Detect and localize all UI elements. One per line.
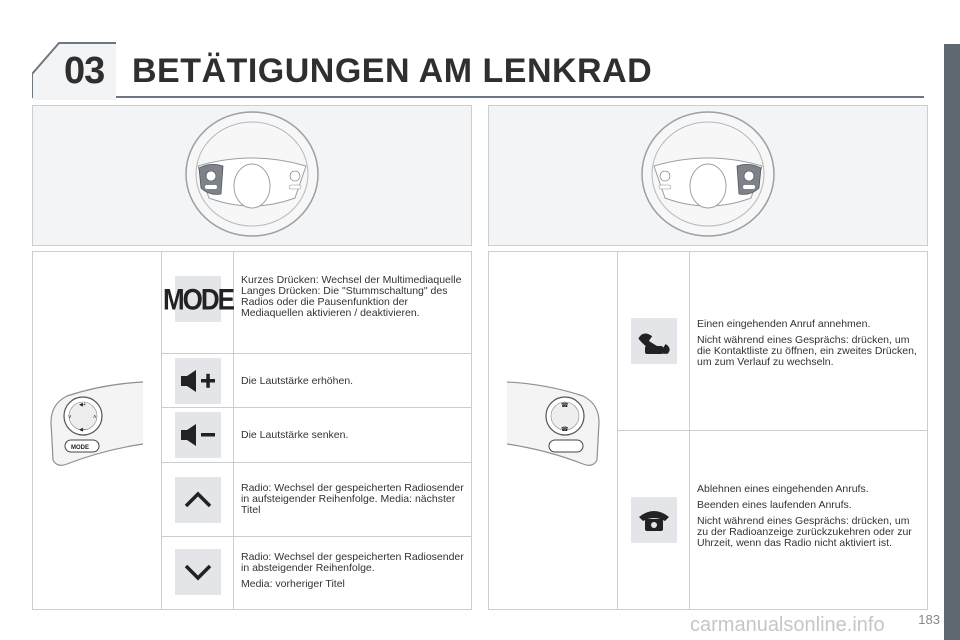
row-divider (617, 430, 927, 431)
svg-text:◀+: ◀+ (79, 402, 86, 408)
svg-text:☎: ☎ (561, 426, 569, 433)
volume-up-icon (175, 358, 221, 404)
mode-icon-label: MODE (163, 281, 233, 316)
row-divider (161, 462, 471, 463)
side-bar (944, 44, 960, 640)
column-divider (161, 252, 162, 609)
volume-up-description: Die Lautstärke erhöhen. (241, 375, 354, 387)
page-title: BETÄTIGUNGEN AM LENKRAD (132, 52, 653, 90)
chevron-down-icon (175, 549, 221, 595)
header-rule (34, 96, 924, 98)
steering-wheel-right-illustration (488, 105, 928, 246)
row-divider (161, 353, 471, 354)
left-control-pad-illustration (43, 374, 153, 474)
phone-answer-description: Einen eingehenden Anruf annehmen. Nicht während eines Gesprächs: drücken, um die Kontaktliste zu öffnen, ein zweites Drücken, um zum Verlauf zu wechseln. (697, 318, 917, 368)
chevron-up-description: Radio: Wechsel der gespeicherten Radiosender in aufsteigender Reihenfolge. Media: nächster Titel (241, 482, 464, 516)
phone-answer-icon (631, 318, 677, 364)
column-divider (233, 252, 234, 609)
pad-mode-label: MODE (71, 445, 89, 451)
watermark: carmanualsonline.info (690, 614, 885, 636)
right-controls-table (488, 251, 928, 610)
row-divider (161, 407, 471, 408)
chevron-up-icon (175, 477, 221, 523)
phone-hangup-description: Ablehnen eines eingehenden Anrufs. Beenden eines laufenden Anrufs. Nicht während eines Gesprächs: drücken, um zu der Radioanzeige zurückzukehren oder zur Uhrzeit, wenn das Radio nicht aktiviert ist. (697, 483, 912, 549)
mode-description: Kurzes Drücken: Wechsel der Multimediaquelle Langes Drücken: Die "Stummschaltung" des Radios oder die Pausenfunktion der Mediaquellen aktivieren / deaktivieren. (241, 274, 462, 319)
mode-icon (163, 276, 233, 322)
svg-text:◀−: ◀− (79, 427, 86, 433)
page-number: 183 (918, 612, 940, 627)
volume-down-icon (175, 412, 221, 458)
svg-text:☎: ☎ (561, 402, 569, 409)
svg-text:˅: ˅ (68, 415, 72, 421)
right-control-pad-illustration (499, 374, 609, 474)
steering-wheel-icon (33, 106, 471, 245)
chapter-number: 03 (64, 50, 105, 92)
chevron-down-description: Radio: Wechsel der gespeicherten Radiosender in absteigender Reihenfolge. Media: vorheriger Titel (241, 551, 464, 590)
left-controls-table (32, 251, 472, 610)
svg-text:˄: ˄ (93, 415, 97, 421)
steering-wheel-left-illustration (32, 105, 472, 246)
row-divider (161, 536, 471, 537)
steering-wheel-icon (489, 106, 927, 245)
volume-down-description: Die Lautstärke senken. (241, 429, 349, 441)
phone-hangup-icon (631, 497, 677, 543)
